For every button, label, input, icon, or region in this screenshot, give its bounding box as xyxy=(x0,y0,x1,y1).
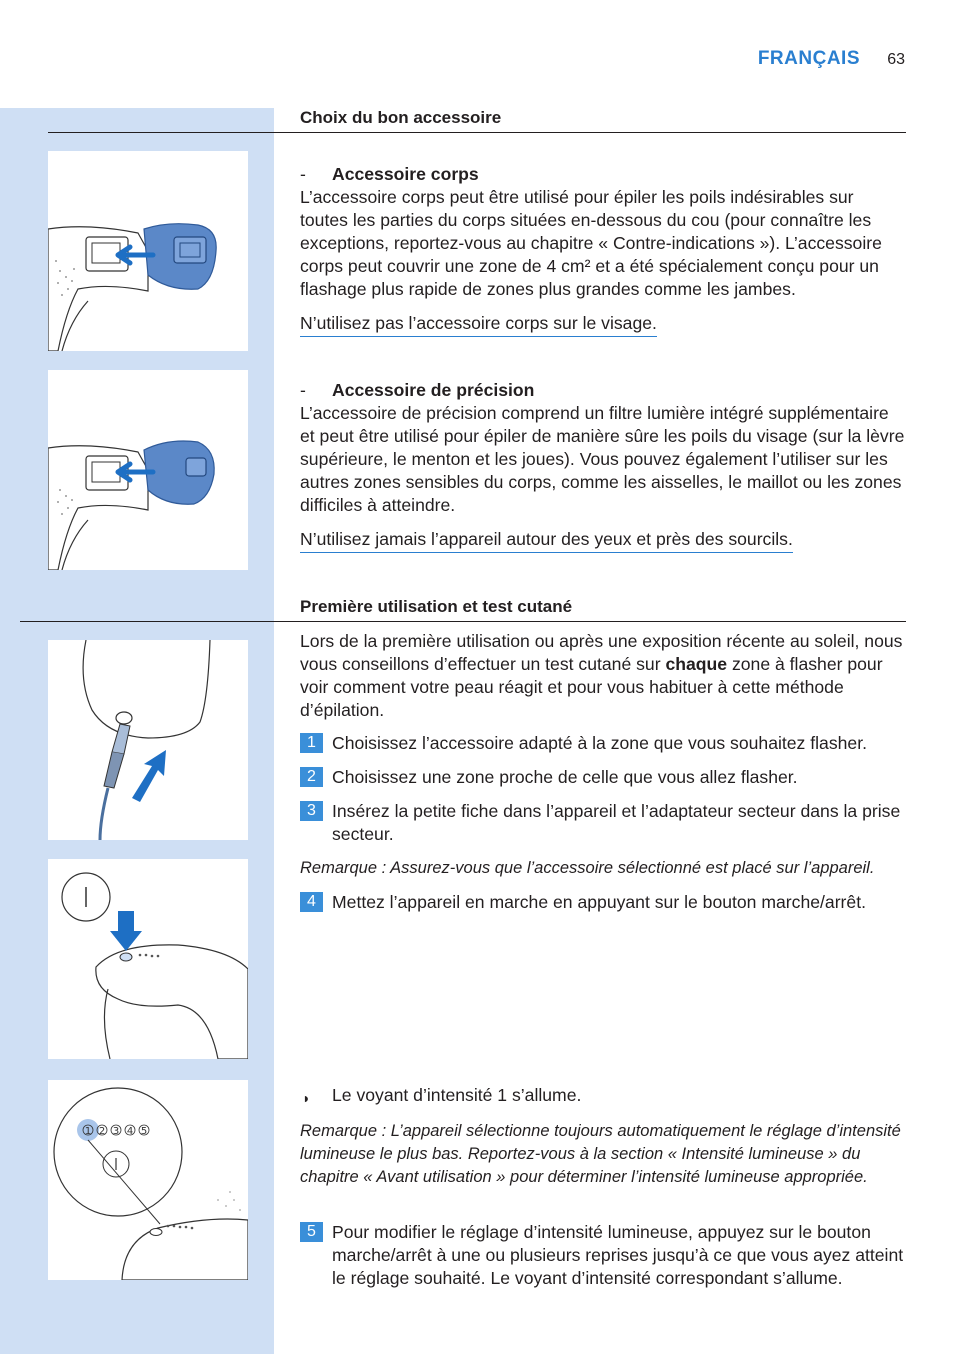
result-item xyxy=(300,1084,906,1107)
section-title: Première utilisation et test cutané xyxy=(300,597,573,616)
step-item xyxy=(300,1221,906,1290)
language-label: FRANÇAIS xyxy=(757,48,860,69)
list-dash: - xyxy=(300,380,306,400)
body-attachment-heading: Accessoire corps xyxy=(332,164,479,184)
section-rule xyxy=(48,132,906,133)
intensity-level-2: 2 xyxy=(98,1126,106,1137)
step-number: 4 xyxy=(300,892,323,912)
intensity-level-3: 3 xyxy=(112,1126,120,1137)
plug-insert-illustration xyxy=(48,640,248,840)
step-number: 5 xyxy=(300,1222,323,1242)
step-item xyxy=(300,766,906,789)
page-number: 63 xyxy=(887,51,905,68)
result-text: Le voyant d’intensité 1 s’allume. xyxy=(332,1085,582,1105)
intensity-level-4: 4 xyxy=(126,1126,134,1137)
section-rule xyxy=(20,621,906,622)
step-item xyxy=(300,732,906,755)
note-text: Remarque : Assurez-vous que l’accessoire sélectionné est placé sur l’appareil. xyxy=(300,859,875,877)
body-attachment-warning: N’utilisez pas l’accessoire corps sur le visage. xyxy=(300,312,657,337)
step-text: Pour modifier le réglage d’intensité lumineuse, appuyez sur le bouton marche/arrêt à une ou plusieurs reprises jusqu’à ce que vous ayez atteint le réglage souhaité. Le voyant d’intensité correspondant s’allume. xyxy=(332,1222,904,1288)
step-text: Mettez l’appareil en marche en appuyant sur le bouton marche/arrêt. xyxy=(332,892,866,912)
power-button-illustration xyxy=(48,859,248,1059)
intro-text-bold: chaque xyxy=(665,654,728,674)
intro-text-a: Lors de la première utilisation ou après une exposition récente au soleil, nous vous conseillons d’effectuer un test cutané sur xyxy=(300,631,903,674)
precision-attachment-heading: Accessoire de précision xyxy=(332,380,535,400)
body-attachment-illustration xyxy=(48,151,248,351)
intensity-level-5: 5 xyxy=(140,1126,148,1137)
step-item xyxy=(300,891,906,914)
intensity-lights-illustration xyxy=(48,1080,248,1280)
sidebar-notch xyxy=(248,1086,274,1112)
step-number: 2 xyxy=(300,767,323,787)
intensity-level-1: 1 xyxy=(84,1126,92,1137)
body-attachment-text xyxy=(300,163,906,301)
result-arrow-icon: ◗ xyxy=(302,1090,311,1106)
step-text: Choisissez l’accessoire adapté à la zone que vous souhaitez flasher. xyxy=(332,733,867,753)
precision-attachment-illustration xyxy=(48,370,248,570)
precision-attachment-text xyxy=(300,379,906,517)
step-item xyxy=(300,800,906,846)
sidebar-notch xyxy=(248,646,274,672)
sidebar-notch xyxy=(248,158,274,184)
sidebar-notch xyxy=(248,866,274,892)
body-attachment-description: L’accessoire corps peut être utilisé pour épiler les poils indésirables sur toutes les parties du corps situées en-dessous du cou (pour connaître les exceptions, reportez-vous au chapitre « Contre-indications »). L’accessoire corps peut couvrir une zone de 4 cm² et a été spécialement conçu pour un flashage plus rapide de zones plus grandes comme les jambes. xyxy=(300,187,882,299)
step-text: Insérez la petite fiche dans l’appareil et l’adaptateur secteur dans la prise secteur. xyxy=(332,801,901,844)
sidebar-notch xyxy=(248,376,274,402)
intro-paragraph xyxy=(300,630,906,722)
intro-text-b: zone à flasher pour voir comment votre peau réagit et pour vous habituer à cette méthode d’épilation. xyxy=(300,654,883,720)
precision-attachment-warning: N’utilisez jamais l’appareil autour des yeux et près des sourcils. xyxy=(300,528,793,553)
step-text: Choisissez une zone proche de celle que vous allez flasher. xyxy=(332,767,798,787)
step-number: 3 xyxy=(300,801,323,821)
precision-attachment-description: L’accessoire de précision comprend un filtre lumière intégré supplémentaire et peut être utilisé pour épiler de manière sûre les poils du visage (sur la lèvre supérieure, le menton et les joues). Vous pouvez également l’utiliser sur les autres zones sensibles du corps, comme les aisselles, le maillot ou les zones difficiles à atteindre. xyxy=(300,403,905,515)
note-text: Remarque : L’appareil sélectionne toujours automatiquement le réglage d’intensité lumineuse le plus bas. Reportez-vous à la section « Intensité lumineuse » du chapitre « Avant utilisation » pour déterminer l’intensité lumineuse appropriée. xyxy=(300,1122,901,1186)
step-number: 1 xyxy=(300,733,323,753)
section-title: Choix du bon accessoire xyxy=(300,108,502,127)
list-dash: - xyxy=(300,164,306,184)
